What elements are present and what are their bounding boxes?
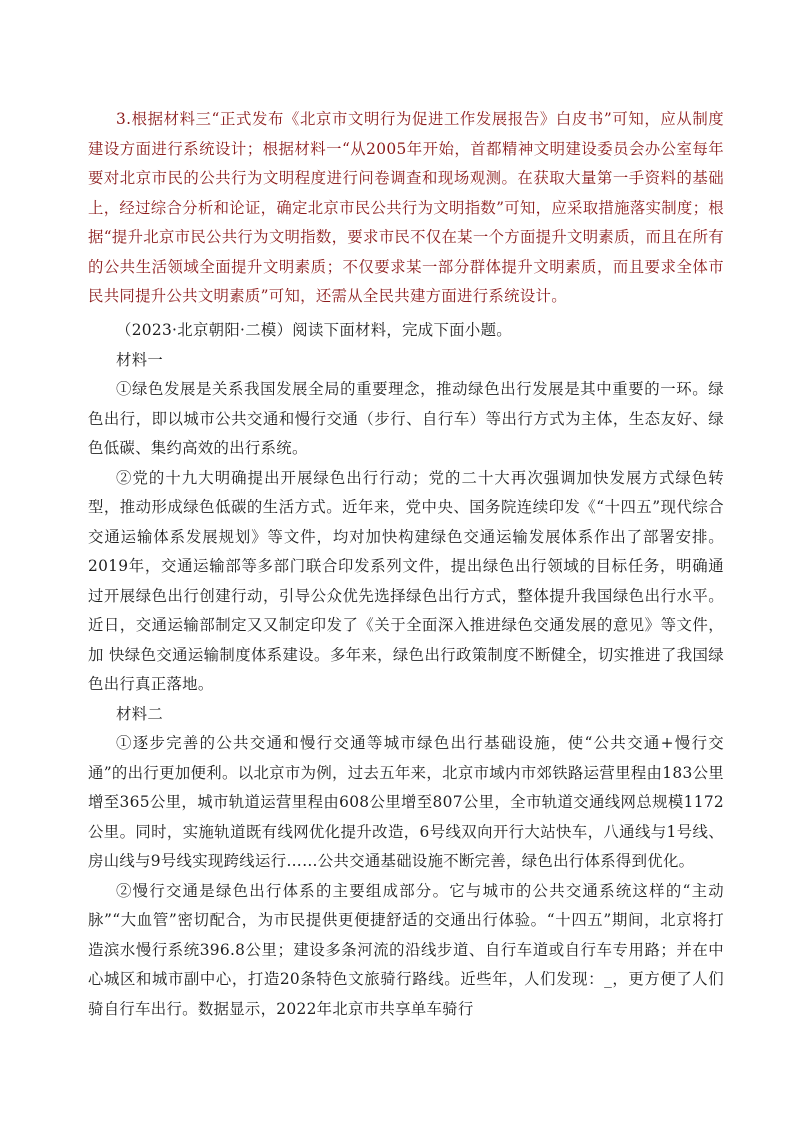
answer-paragraph: 3.根据材料三“正式发布《北京市文明行为促进工作发展报告》白皮书”可知，应从制度建设方面进行系统设计；根据材料一“从2005年开始，首都精神文明建设委员会办公室每年要对北京市民的公共行为文明程度进行问卷调查和现场观测。在获取大量第一手资料的基础上，经过综合分析和论证，确定北京市民公共行为文明指数”可知，应采取措施落实制度；根据“提升北京市民公共行为文明指数，要求市民不仅在某一个方面提升文明素质，而且在所有的公共生活领域全面提升文明素质；不仅要求某一部分群体提升文明素质，而且要求全体市民共同提升公共文明素质”可知，还需从全民共建方面进行系统设计。 (88, 110, 724, 306)
material-two-paragraph-1: ①逐步完善的公共交通和慢行交通等城市绿色出行基础设施，使“公共交通+慢行交通”的出行更加便利。以北京市为例，过去五年来，北京市域内市郊铁路运营里程由183公里增至365公里，城市轨道运营里程由608公里增至807公里，全市轨道交通线网总规模1172公里。同时，实施轨道既有线网优化提升改造，6号线双向开行大站快车，八通线与1号线、房山线与9号线实现跨线运行……公共交通基础设施不断完善，绿色出行体系得到优化。 (88, 734, 724, 870)
material-one-paragraph-1: ①绿色发展是关系我国发展全局的重要理念，推动绿色出行发展是其中重要的一环。绿色出行，即以城市公共交通和慢行交通（步行、自行车）等出行方式为主体，生态友好、绿色低碳、集约高效的出行系统。 (88, 380, 724, 457)
material-two-title: 材料二 (116, 704, 164, 723)
material-one-paragraph-2: ②党的十九大明确提出开展绿色出行行动；党的二十大再次强调加快发展方式绿色转型，推动形成绿色低碳的生活方式。近年来，党中央、国务院连续印发《“十四五”现代综合交通运输体系发展规划》等文件，均对加快构建绿色交通运输发展体系作出了部署安排。2019年，交通运输部等多部门联合印发系列文件，提出绿色出行领域的目标任务，明确通过开展绿色出行创建行动，引导公众优先选择绿色出行方式，整体提升我国绿色出行水平。近日，交通运输部制定又又制定印发了《关于全面深入推进绿色交通发展的意见》等文件，加 快绿色交通运输制度体系建设。多年来，绿色出行政策制度不断健全，切实推进了我国绿色出行真正落地。 (88, 468, 724, 693)
question-source: （2023·北京朝阳·二模）阅读下面材料，完成下面小题。 (116, 321, 512, 339)
material-one-title: 材料一 (116, 350, 164, 369)
material-two-paragraph-2: ②慢行交通是绿色出行体系的主要组成部分。它与城市的公共交通系统这样的“主动脉”“大血管”密切配合，为市民提供更便捷舒适的交通出行体验。“十四五”期间，北京将打造滨水慢行系统396.8公里；建设多条河流的沿线步道、自行车道或自行车专用路；并在中心城区和城市副中心，打造20条特色文旅骑行路线。近些年，人们发现：_，更方便了人们骑自行车出行。数据显示，2022年北京市共享单车骑行 (88, 881, 724, 1018)
question-block (88, 316, 724, 1024)
